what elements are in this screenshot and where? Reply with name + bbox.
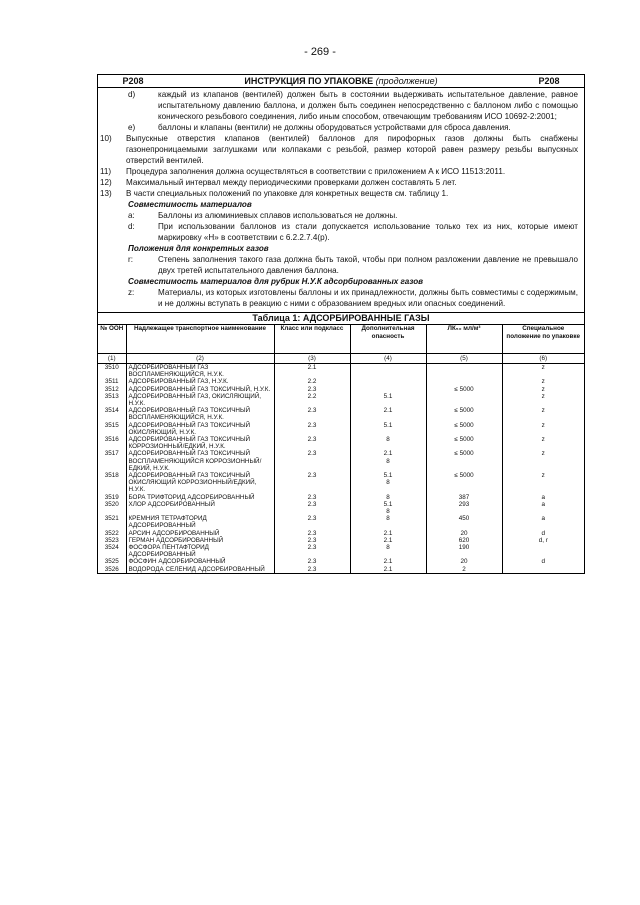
item-10 <box>98 133 584 166</box>
name-cell: ГЕРМАН АДСОРБИРОВАННЫЙ <box>126 537 274 544</box>
item-12-text: Максимальный интервал между периодическими проверками должен составлять 5 лет. <box>126 178 457 187</box>
item-11-label: 11) <box>100 167 112 176</box>
item-z-text: Материалы, из которых изготовлены баллоны и их принадлежности, должны быть совместимы с содержимым, и не должны вступать в реакцию с ними с образованием вредных или опасных соединений. <box>158 288 578 308</box>
table-row <box>98 544 584 558</box>
special-cell: z <box>502 407 584 421</box>
special-cell: a <box>502 515 584 529</box>
item-d-label: d) <box>128 90 136 99</box>
class-cell: 2.3 <box>274 558 350 565</box>
table-row <box>98 422 584 436</box>
item-13 <box>98 188 584 199</box>
lc50-cell: 450 <box>426 515 502 529</box>
special-cell <box>502 566 584 573</box>
subsidiary-cell: 5.1 8 <box>350 501 426 515</box>
special-cell: z <box>502 450 584 472</box>
lc50-cell <box>426 378 502 385</box>
special-cell: z <box>502 436 584 450</box>
item-d2-text: При использовании баллонов из стали допускается использование только тех из них, которые имеют маркировку «H» в соответствии с 6.2.2.7.4(p). <box>158 222 578 242</box>
class-cell: 2.3 <box>274 422 350 436</box>
subsidiary-cell: 2.1 <box>350 537 426 544</box>
col-header-lc50: ЛК₅₀ мл/м³ <box>426 325 502 354</box>
un-cell: 3518 <box>104 472 119 480</box>
name-cell: ФОСФОРА ПЕНТАФТОРИД АДСОРБИРОВАННЫЙ <box>126 544 274 558</box>
header-code-left: P208 <box>122 76 144 86</box>
class-cell: 2.3 <box>274 566 350 573</box>
class-cell: 2.3 <box>274 537 350 544</box>
name-cell: АДСОРБИРОВАННЫЙ ГАЗ ТОКСИЧНЫЙ ВОСПЛАМЕНЯЮЩИЙСЯ, Н.У.К. <box>126 407 274 421</box>
table-title: Таблица 1: АДСОРБИРОВАННЫЕ ГАЗЫ <box>98 312 584 325</box>
item-e <box>98 122 584 133</box>
special-cell: d, r <box>502 537 584 544</box>
un-cell: 3513 <box>104 392 119 400</box>
subsidiary-cell: 8 <box>350 436 426 450</box>
class-cell: 2.3 <box>274 501 350 515</box>
special-cell: d <box>502 530 584 537</box>
name-cell: БОРА ТРИФТОРИД АДСОРБИРОВАННЫЙ <box>126 494 274 501</box>
name-cell: АРСИН АДСОРБИРОВАННЫЙ <box>126 530 274 537</box>
header-title-wrap <box>168 76 514 86</box>
item-a <box>98 210 584 221</box>
name-cell: АДСОРБИРОВАННЫЙ ГАЗ ТОКСИЧНЫЙ, Н.У.К. <box>126 386 274 393</box>
special-cell: z <box>502 386 584 393</box>
un-cell: 3511 <box>104 378 119 386</box>
table-row <box>98 558 584 565</box>
item-z <box>98 287 584 309</box>
item-10-text: Выпускные отверстия клапанов (вентилей) баллонов для пирофорных газов должны быть снабжены газонепроницаемыми заглушками или колпаками с резьбой, размер которой равен размеру резьбы выпускных отверстий вентилей. <box>126 134 578 165</box>
table-row <box>98 472 584 494</box>
subsidiary-cell: 2.1 <box>350 530 426 537</box>
special-cell: a <box>502 494 584 501</box>
un-cell: 3516 <box>104 436 119 444</box>
header-title: ИНСТРУКЦИЯ ПО УПАКОВКЕ <box>244 76 374 86</box>
heading-materials: Совместимость материалов <box>128 200 252 209</box>
class-cell: 2.3 <box>274 544 350 558</box>
class-cell: 2.3 <box>274 436 350 450</box>
lc50-cell: ≤ 5000 <box>426 472 502 494</box>
item-z-label: z: <box>128 288 135 297</box>
special-cell: z <box>502 472 584 494</box>
table-row <box>98 364 584 379</box>
subsidiary-cell <box>350 364 426 379</box>
lc50-cell: 620 <box>426 537 502 544</box>
class-cell: 2.2 <box>274 378 350 385</box>
heading-nos: Совместимость материалов для рубрик Н.У.К адсорбированных газов <box>128 277 424 286</box>
subsidiary-cell <box>350 386 426 393</box>
table-row <box>98 515 584 529</box>
item-d2 <box>98 221 584 243</box>
col-number: (1) <box>98 354 126 364</box>
un-cell: 3515 <box>104 421 119 429</box>
item-12 <box>98 177 584 188</box>
class-cell: 2.3 <box>274 386 350 393</box>
un-cell: 3519 <box>104 493 119 501</box>
table-row <box>98 450 584 472</box>
special-cell: z <box>502 378 584 385</box>
special-cell: z <box>502 422 584 436</box>
name-cell: ВОДОРОДА СЕЛЕНИД АДСОРБИРОВАННЫЙ <box>126 566 274 573</box>
name-cell: КРЕМНИЯ ТЕТРАФТОРИД АДСОРБИРОВАННЫЙ <box>126 515 274 529</box>
table-row <box>98 386 584 393</box>
col-header-special: Специальное положение по упаковке <box>502 325 584 354</box>
name-cell: ХЛОР АДСОРБИРОВАННЫЙ <box>126 501 274 515</box>
instruction-header <box>98 75 584 88</box>
subsidiary-cell <box>350 378 426 385</box>
col-header-name: Надлежащее транспортное наименование <box>126 325 274 354</box>
lc50-cell: ≤ 5000 <box>426 407 502 421</box>
item-e-text: баллоны и клапаны (вентили) не должны оборудоваться устройствами для сброса давления. <box>158 123 511 132</box>
subsidiary-cell: 2.1 8 <box>350 450 426 472</box>
class-cell: 2.1 <box>274 364 350 379</box>
special-cell: a <box>502 501 584 515</box>
name-cell: АДСОРБИРОВАННЫЙ ГАЗ, Н.У.К. <box>126 378 274 385</box>
class-cell: 2.3 <box>274 494 350 501</box>
table-row <box>98 537 584 544</box>
class-cell: 2.2 <box>274 393 350 407</box>
un-cell: 3517 <box>104 450 119 458</box>
lc50-cell: ≤ 5000 <box>426 436 502 450</box>
item-13-label: 13) <box>100 189 112 198</box>
page-number: - 269 - <box>304 46 336 58</box>
item-a-label: a: <box>128 211 135 220</box>
lc50-cell: 2 <box>426 566 502 573</box>
table-row <box>98 393 584 407</box>
table-row <box>98 566 584 573</box>
table-row <box>98 530 584 537</box>
item-11 <box>98 166 584 177</box>
item-13-text: В части специальных положений по упаковке для конкретных веществ см. таблицу 1. <box>126 189 449 198</box>
subsidiary-cell: 2.1 <box>350 566 426 573</box>
subsidiary-cell: 8 <box>350 544 426 558</box>
un-cell: 3522 <box>104 529 119 537</box>
un-cell: 3523 <box>104 536 119 544</box>
subsidiary-cell: 5.1 <box>350 422 426 436</box>
un-cell: 3521 <box>104 515 119 523</box>
lc50-cell: 387 <box>426 494 502 501</box>
header-title-suffix: (продолжение) <box>375 76 438 86</box>
special-cell: d <box>502 558 584 565</box>
item-r <box>98 254 584 276</box>
table-row <box>98 436 584 450</box>
class-cell: 2.3 <box>274 472 350 494</box>
item-12-label: 12) <box>100 178 112 187</box>
un-cell: 3514 <box>104 407 119 415</box>
subsidiary-cell: 2.1 <box>350 407 426 421</box>
instruction-body <box>98 88 584 312</box>
table-row <box>98 378 584 385</box>
col-number: (6) <box>502 354 584 364</box>
table-row <box>98 407 584 421</box>
instruction-frame <box>97 74 585 574</box>
name-cell: АДСОРБИРОВАННЫЙ ГАЗ ВОСПЛАМЕНЯЮЩИЙСЯ, Н.У.К. <box>126 364 274 379</box>
lc50-cell <box>426 364 502 379</box>
name-cell: АДСОРБИРОВАННЫЙ ГАЗ, ОКИСЛЯЮЩИЙ, Н.У.К. <box>126 393 274 407</box>
un-cell: 3510 <box>104 364 119 371</box>
subsidiary-cell: 2.1 <box>350 558 426 565</box>
lc50-cell: 190 <box>426 544 502 558</box>
subsidiary-cell: 8 <box>350 515 426 529</box>
heading-gases: Положения для конкретных газов <box>128 244 269 253</box>
col-header-class: Класс или подкласс <box>274 325 350 354</box>
item-r-label: r: <box>128 255 133 264</box>
class-cell: 2.3 <box>274 530 350 537</box>
class-cell: 2.3 <box>274 515 350 529</box>
un-cell: 3524 <box>104 544 119 552</box>
adsorbed-gases-table <box>98 325 584 573</box>
lc50-cell: ≤ 5000 <box>426 422 502 436</box>
col-header-un: № ООН <box>98 325 126 354</box>
subsidiary-cell: 8 <box>350 494 426 501</box>
item-e-label: e) <box>128 123 136 132</box>
un-cell: 3512 <box>104 385 119 393</box>
lc50-cell: ≤ 5000 <box>426 450 502 472</box>
col-number: (5) <box>426 354 502 364</box>
subsidiary-cell: 5.1 <box>350 393 426 407</box>
name-cell: АДСОРБИРОВАННЫЙ ГАЗ ТОКСИЧНЫЙ ОКИСЛЯЮЩИЙ, Н.У.К. <box>126 422 274 436</box>
lc50-cell: 293 <box>426 501 502 515</box>
table-row <box>98 494 584 501</box>
col-number: (3) <box>274 354 350 364</box>
un-cell: 3526 <box>104 565 119 573</box>
col-header-subsidiary: Дополнительная опасность <box>350 325 426 354</box>
special-cell: z <box>502 393 584 407</box>
table-row <box>98 501 584 515</box>
item-d2-label: d: <box>128 222 135 231</box>
lc50-cell: ≤ 5000 <box>426 386 502 393</box>
col-number: (4) <box>350 354 426 364</box>
item-11-text: Процедура заполнения должна осуществляться в соответствии с приложением A к ИСО 11513:2011. <box>126 167 506 176</box>
item-d <box>98 89 584 122</box>
item-d-text: каждый из клапанов (вентилей) должен быть в состоянии выдерживать испытательное давление, равное испытательному давлению баллона, и должен быть соединен непосредственно с баллоном либо с помощью конического резьбового соединения, либо иным способом, отвечающим требованиям ИСО 10692-2:2001; <box>158 90 578 121</box>
lc50-cell <box>426 393 502 407</box>
name-cell: ФОСФИН АДСОРБИРОВАННЫЙ <box>126 558 274 565</box>
class-cell: 2.3 <box>274 450 350 472</box>
un-cell: 3520 <box>104 500 119 508</box>
table-header-row <box>98 325 584 354</box>
name-cell: АДСОРБИРОВАННЫЙ ГАЗ ТОКСИЧНЫЙ КОРРОЗИОННЫЙ/ЕДКИЙ, Н.У.К. <box>126 436 274 450</box>
item-r-text: Степень заполнения такого газа должна быть такой, чтобы при полном разложении давление не превышало двух третей испытательного давления баллона. <box>158 255 578 275</box>
lc50-cell: 20 <box>426 530 502 537</box>
un-cell: 3525 <box>104 558 119 566</box>
name-cell: АДСОРБИРОВАННЫЙ ГАЗ ТОКСИЧНЫЙ ВОСПЛАМЕНЯЮЩИЙСЯ КОРРОЗИОННЫЙ/ЕДКИЙ, Н.У.К. <box>126 450 274 472</box>
col-number: (2) <box>126 354 274 364</box>
name-cell: АДСОРБИРОВАННЫЙ ГАЗ ТОКСИЧНЫЙ ОКИСЛЯЮЩИЙ КОРРОЗИОННЫЙ/ЕДКИЙ, Н.У.К. <box>126 472 274 494</box>
special-cell <box>502 544 584 558</box>
header-code-right: P208 <box>538 76 560 86</box>
special-cell: z <box>502 364 584 379</box>
item-10-label: 10) <box>100 134 112 143</box>
class-cell: 2.3 <box>274 407 350 421</box>
subsidiary-cell: 5.1 8 <box>350 472 426 494</box>
item-a-text: Баллоны из алюминиевых сплавов использоваться не должны. <box>158 211 398 220</box>
lc50-cell: 20 <box>426 558 502 565</box>
column-number-row <box>98 354 584 364</box>
